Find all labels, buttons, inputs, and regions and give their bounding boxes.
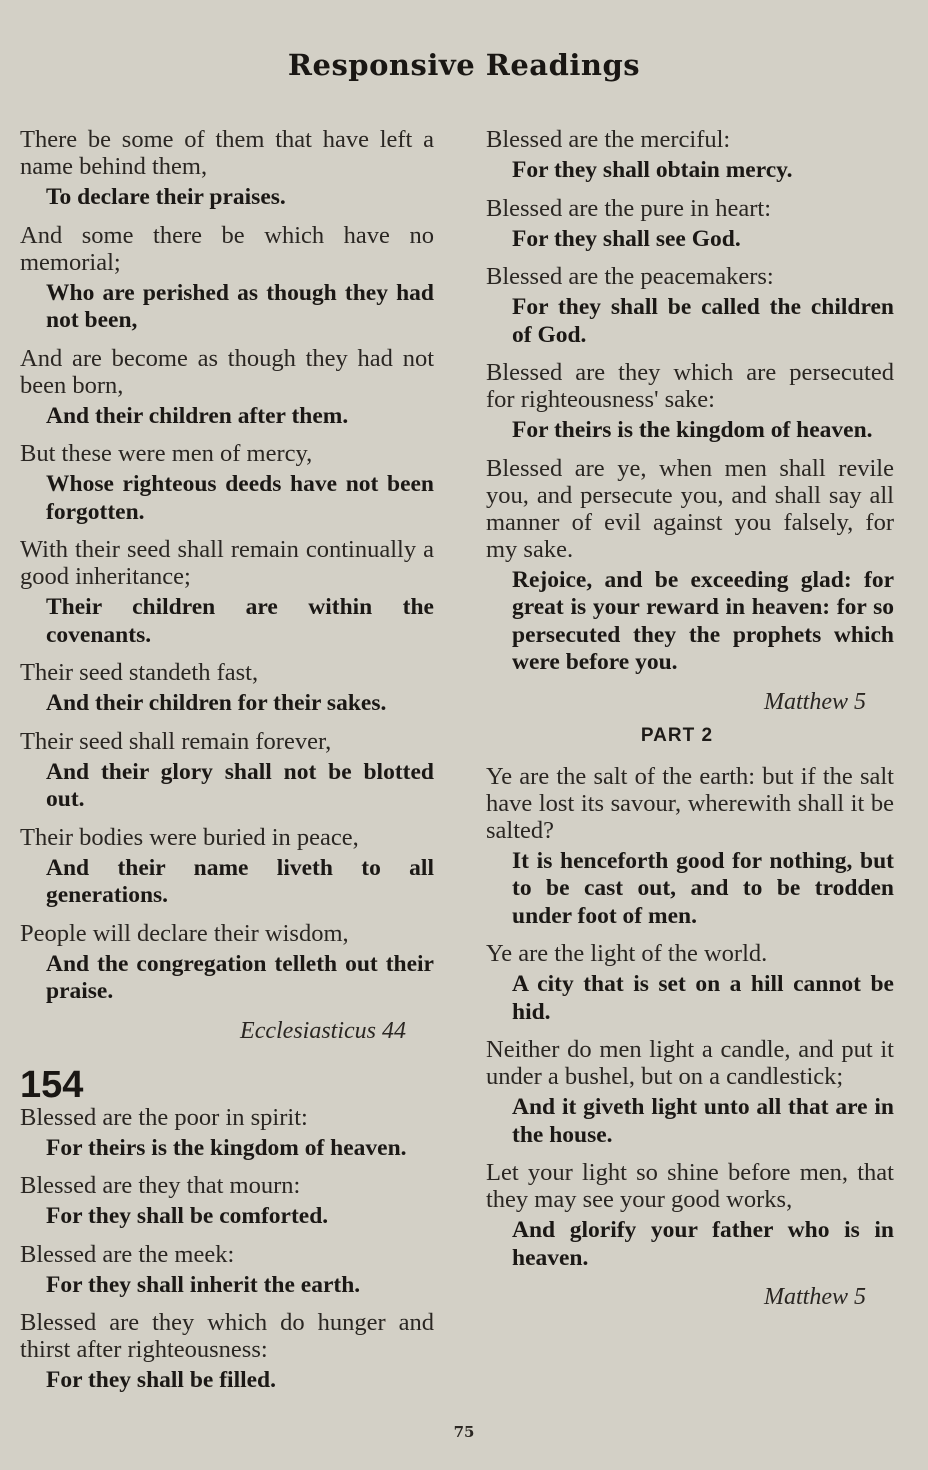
leader-line: Blessed are the merciful: [486,126,731,153]
verse-pair [20,1104,434,1163]
response-line: For theirs is the kingdom of heaven. [46,1134,407,1161]
response-line: And their children after them. [46,402,349,429]
leader-line: And are become as though they had not been born, [20,344,434,399]
response-line: Their children are within the covenants. [46,594,434,648]
leader-line: Their bodies were buried in peace, [20,823,359,851]
right-column [486,126,894,1320]
response-line: For they shall be called the children of God. [512,294,894,348]
leader-line: With their seed shall remain continually a good inheritance; [20,536,434,590]
leader-line: Blessed are the pure in heart: [486,194,772,222]
verse-pair [20,824,434,910]
leader-line: Blessed are they which are persecuted for righteousness' sake: [486,359,894,413]
verse-pair [20,222,434,335]
leader-line: Blessed are the poor in spirit: [20,1103,308,1131]
verse-pair [20,345,434,431]
leader-line: There be some of them that have left a name behind them, [20,126,434,180]
citation: Matthew 5 [764,1284,866,1310]
verse-pair [20,536,434,649]
leader-line: Their seed shall remain forever, [20,727,332,755]
response-line: And glorify your father who is in heaven. [512,1217,894,1271]
response-line: To declare their praises. [46,184,286,210]
response-line: Whose righteous deeds have not been forgotten. [46,471,434,525]
leader-line: Neither do men light a candle, and put it under a bushel, but on a candlestick; [486,1036,894,1090]
verse-pair [20,440,434,526]
verse-pair [20,126,434,212]
response-line: A city that is set on a hill cannot be hid. [512,971,894,1025]
leader-line: Blessed are the peacemakers: [486,263,774,290]
leader-line: Blessed are the meek: [20,1240,235,1268]
citation: Ecclesiasticus 44 [240,1017,406,1044]
verse-pair [486,1036,894,1149]
leader-line: But these were men of mercy, [20,440,313,467]
verse-pair [20,920,434,1006]
response-line: Who are perished as though they had not been, [46,279,434,333]
verse-pair [486,195,894,254]
response-line: For they shall see God. [512,225,741,252]
verse-pair [20,728,434,814]
leader-line: Blessed are they that mourn: [20,1172,301,1199]
response-line: For they shall be comforted. [46,1203,329,1229]
page-title: Responsive Readings [287,48,641,82]
leader-line: Their seed standeth fast, [20,659,259,686]
verse-pair [486,763,894,931]
leader-line: Let your light so shine before men, that they may see your good works, [486,1159,894,1213]
verse-pair [486,359,894,445]
response-line: It is henceforth good for nothing, but to be cast out, and to be trodden under foot of men. [512,847,894,929]
response-line: And their glory shall not be blotted out. [46,758,434,812]
response-line: For they shall be filled. [46,1367,276,1393]
verse-pair [486,1159,894,1272]
response-line: Rejoice, and be exceeding glad: for great is your reward in heaven: for so persecuted they the prophets which were before you. [512,566,894,675]
response-line: And it giveth light unto all that are in the house. [512,1094,894,1148]
part-heading: PART 2 [640,724,714,746]
leader-line: Ye are the salt of the earth: but if the salt have lost its savour, wherewith shall it be salted? [486,762,894,844]
response-line: For they shall obtain mercy. [512,157,793,183]
page-number: 75 [453,1423,475,1441]
reading-number: 154 [20,1063,84,1106]
response-line: And the congregation telleth out their praise. [46,950,434,1004]
response-line: For they shall inherit the earth. [46,1271,361,1298]
verse-pair [486,126,894,185]
response-line: For theirs is the kingdom of heaven. [512,417,873,443]
leader-line: Blessed are they which do hunger and thirst after righteousness: [20,1309,434,1363]
verse-pair [20,659,434,718]
verse-pair [20,1241,434,1300]
left-column [20,126,434,1405]
citation: Matthew 5 [764,688,866,715]
verse-pair [486,940,894,1026]
leader-line: People will declare their wisdom, [20,919,349,947]
response-line: And their children for their sakes. [46,690,387,716]
response-line: And their name liveth to all generations. [46,854,434,908]
verse-pair [486,263,894,349]
verse-pair [20,1172,434,1231]
leader-line: Blessed are ye, when men shall revile you, and persecute you, and shall say all manner of evil against you falsely, for my sake. [486,454,894,563]
verse-pair [20,1309,434,1395]
verse-pair [486,455,894,677]
leader-line: Ye are the light of the world. [486,940,768,967]
leader-line: And some there be which have no memorial; [20,221,434,276]
